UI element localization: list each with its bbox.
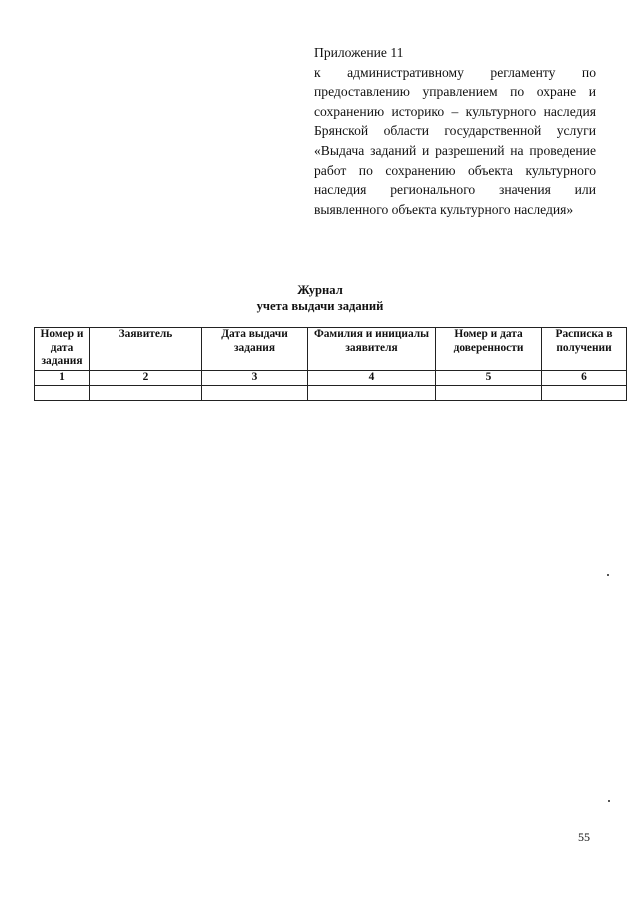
table-row xyxy=(35,385,627,400)
appendix-note xyxy=(314,43,596,219)
header-task-number-date: Номер и дата задания xyxy=(35,328,90,371)
column-number-row xyxy=(35,371,627,386)
journal-table xyxy=(34,327,627,401)
journal-title xyxy=(0,282,640,314)
header-applicant-name: Фамилия и инициалы заявителя xyxy=(308,328,436,371)
column-number: 3 xyxy=(202,371,308,386)
header-issue-date: Дата выдачи задания xyxy=(202,328,308,371)
journal-title-line-2: учета выдачи заданий xyxy=(256,299,384,313)
journal-title-line-1: Журнал xyxy=(297,283,343,297)
header-power-of-attorney: Номер и дата доверенности xyxy=(436,328,542,371)
empty-cell xyxy=(542,385,627,400)
table-header-row xyxy=(35,328,627,371)
appendix-body: к административному регламенту по предоставлению управлением по охране и сохранению историко – культурного наследия Брянской области государственной услуги «Выдача заданий и разрешений на проведение работ по сохранению объекта культурного наследия регионального значения или выявленного объекта культурного наследия» xyxy=(314,64,596,217)
page-number: 55 xyxy=(578,830,590,844)
empty-cell xyxy=(436,385,542,400)
header-applicant: Заявитель xyxy=(90,328,202,371)
scan-speck xyxy=(608,800,610,802)
empty-cell xyxy=(308,385,436,400)
column-number: 1 xyxy=(35,371,90,386)
column-number: 4 xyxy=(308,371,436,386)
empty-cell xyxy=(202,385,308,400)
empty-cell xyxy=(90,385,202,400)
column-number: 5 xyxy=(436,371,542,386)
column-number: 2 xyxy=(90,371,202,386)
column-number: 6 xyxy=(542,371,627,386)
appendix-title: Приложение 11 xyxy=(314,45,404,60)
empty-cell xyxy=(35,385,90,400)
header-receipt-signature: Расписка в получении xyxy=(542,328,627,371)
scan-speck xyxy=(607,574,609,576)
